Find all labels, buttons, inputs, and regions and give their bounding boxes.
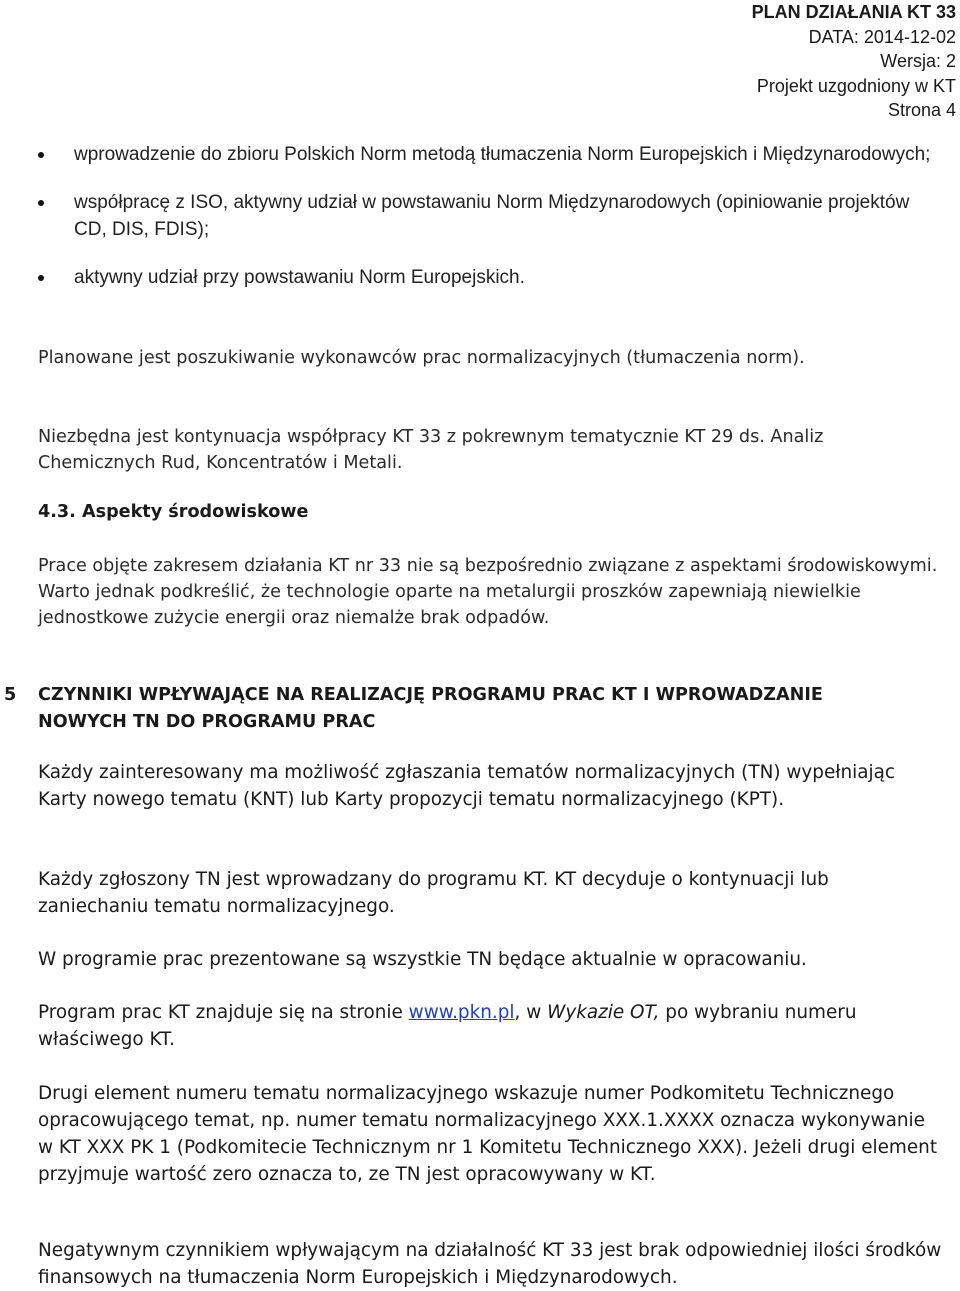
paragraph-program-entry: Każdy zgłoszony TN jest wprowadzany do programu KT. KT decyduje o kontynuacji lub zaniechaniu tematu normalizacyjnego.: [38, 869, 829, 917]
list-item: [38, 189, 938, 243]
program-location-text: Program prac KT znajduje się na stronie: [38, 1002, 409, 1023]
page-header: [752, 0, 956, 123]
document-status: Projekt uzgodniony w KT: [756, 75, 956, 96]
paragraph-submission: Każdy zainteresowany ma możliwość zgłaszania tematów normalizacyjnych (TN) wypełniając Karty nowego tematu (KNT) lub Karty propozycji tematu normalizacyjnego (KPT).: [38, 762, 896, 810]
paragraph-program-location: [38, 999, 943, 1053]
paragraph-funding: Negatywnym czynnikiem wpływającym na działalność KT 33 jest brak odpowiedniej ilości środków finansowych na tłumaczenia Norm Europejskich i Międzynarodowych.: [38, 1240, 942, 1288]
section-heading: [0, 682, 900, 736]
section-title: CZYNNIKI WPŁYWAJĄCE NA REALIZACJĘ PROGRAMU PRAC KT I WPROWADZANIE NOWYCH TN DO PROGRAMU PRAC: [38, 685, 823, 732]
paragraph-numbering: Drugi element numeru tematu normalizacyjnego wskazuje numer Podkomitetu Technicznego opracowującego temat, np. numer tematu normalizacyjnego XXX.1.XXXX oznacza wykonywanie w KT XXX PK 1 (Podkomitecie Technicznym nr 1 Komitetu Technicznego XXX). Jeżeli drugi element przyjmuje wartość zero oznacza to, ze TN jest opracowywany w KT.: [38, 1083, 938, 1185]
list-item-text: współpracę z ISO, aktywny udział w powstawaniu Norm Międzynarodowych (opiniowanie projektów CD, DIS, FDIS);: [74, 192, 910, 240]
paragraph-program-contents: W programie prac prezentowane są wszystkie TN będące aktualnie w opracowaniu.: [38, 949, 807, 970]
page-number: Strona 4: [887, 100, 956, 120]
paragraph-environment: Prace objęte zakresem działania KT nr 33 nie są bezpośrednio związane z aspektami środowiskowymi. Warto jednak podkreślić, że technologie oparte na metalurgii proszków zapewniają niewielkie jednostkowe zużycie energii oraz niemalże brak odpadów.: [38, 556, 938, 628]
section-number: 5: [4, 685, 17, 705]
program-location-text-middle: , w: [514, 1002, 548, 1023]
list-item: [38, 141, 938, 168]
program-location-text-end: po wybraniu numeru właściwego KT.: [38, 1002, 857, 1050]
document-title: PLAN DZIAŁANIA KT 33: [751, 2, 956, 22]
document-version: Wersja: 2: [880, 51, 956, 71]
list-item-text: aktywny udział przy powstawaniu Norm Europejskich.: [74, 267, 525, 288]
subsection-heading: 4.3. Aspekty środowiskowe: [38, 502, 309, 522]
list-item: [38, 264, 938, 291]
paragraph-cooperation: Niezbędna jest kontynuacja współpracy KT 33 z pokrewnym tematycznie KT 29 ds. Analiz Chemicznych Rud, Koncentratów i Metali.: [38, 427, 824, 473]
bullet-icon: [38, 275, 44, 281]
bullet-list: [38, 141, 938, 312]
list-item-text: wprowadzenie do zbioru Polskich Norm metodą tłumaczenia Norm Europejskich i Międzynarodowych;: [74, 144, 931, 165]
bullet-icon: [38, 200, 44, 206]
document-date: DATA: 2014-12-02: [808, 26, 956, 47]
ot-list-name: Wykazie OT,: [547, 1002, 660, 1023]
paragraph-planned: Planowane jest poszukiwanie wykonawców prac normalizacyjnych (tłumaczenia norm).: [38, 348, 805, 368]
pkn-website-link[interactable]: www.pkn.pl: [408, 1002, 515, 1023]
bullet-icon: [38, 152, 44, 158]
